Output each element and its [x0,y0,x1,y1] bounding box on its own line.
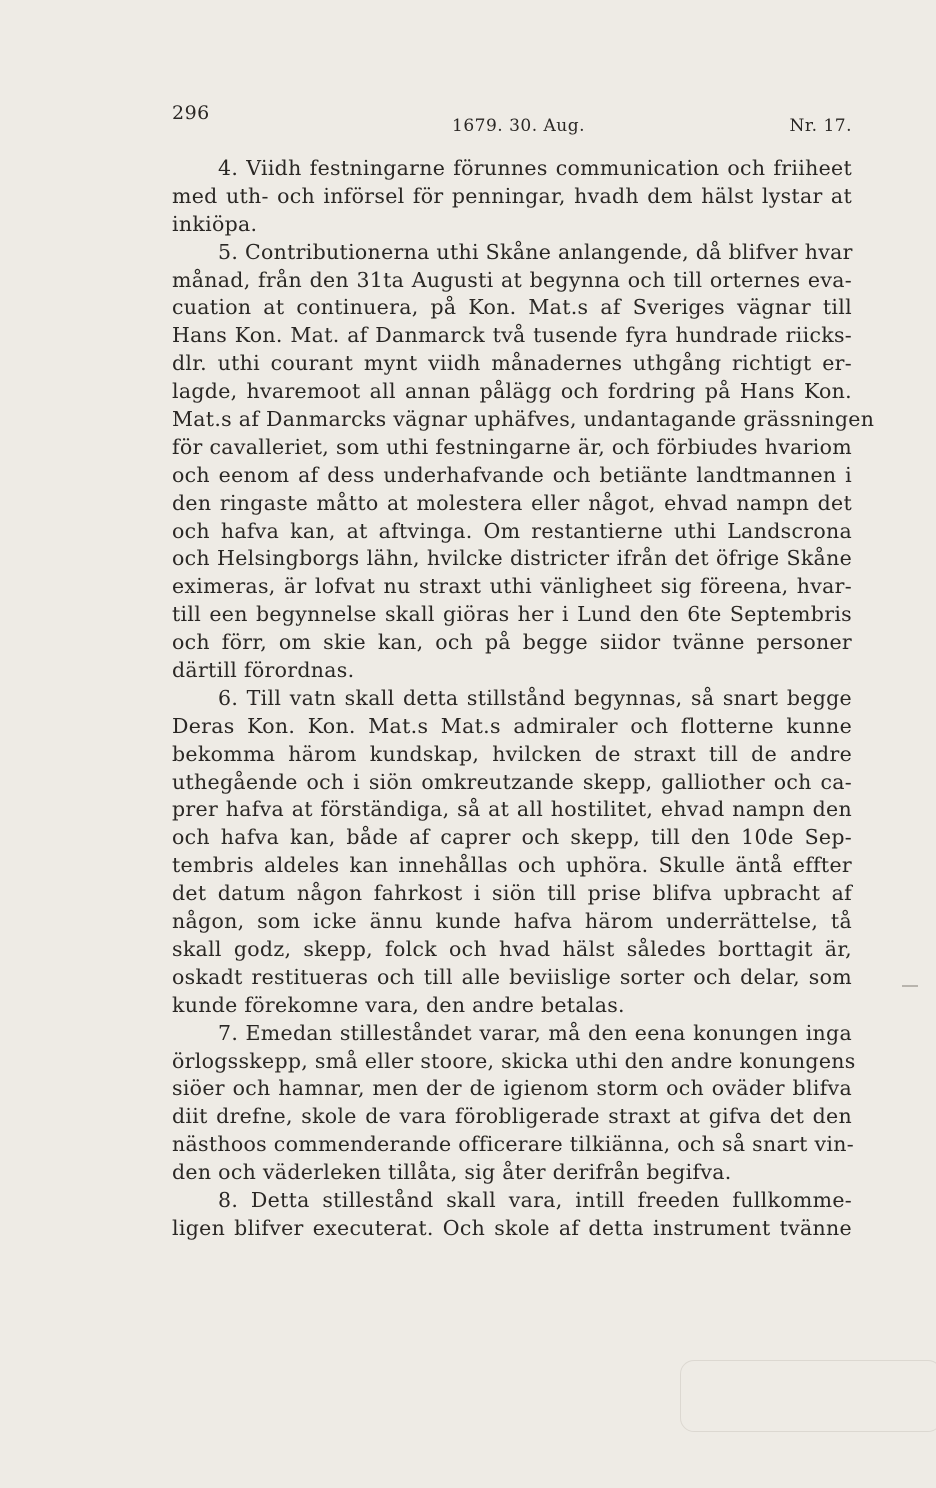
text-line: diit drefne, skole de vara förobligerade straxt at gifva det den [172,1104,852,1129]
text-line: dlr. uthi courant mynt viidh månadernes uthgång richtigt er- [172,351,852,376]
text-line: uthegående och i siön omkreutzande skepp, galliother och ca- [172,769,852,794]
paper-edge-mark [680,1360,936,1432]
text-line: skall godz, skepp, folck och hvad hälst således borttagit är, [172,936,852,961]
text-line: siöer och hamnar, men der de igienom storm och oväder blifva [172,1076,852,1101]
page-number: 296 [172,102,210,124]
document-number: Nr. 17. [789,116,852,136]
text-line: och Helsingborgs lähn, hvilcke districter ifrån det öfrige Skåne [172,546,852,571]
body-text [172,155,875,1243]
text-line: den och väderleken tillåta, sig åter derifrån begifva. [172,1160,732,1185]
margin-mark [902,985,918,987]
text-line: prer hafva at förständiga, så at all hostilitet, ehvad nampn den [172,797,852,822]
text-line: inkiöpa. [172,211,258,236]
page-header [172,102,852,136]
text-line: med uth- och införsel för penningar, hvadh dem hälst lystar at [172,183,852,208]
text-line: oskadt restitueras och till alle beviislige sorter och delar, som [172,964,852,989]
text-line: kunde förekomne vara, den andre betalas. [172,992,625,1017]
text-line: därtill förordnas. [172,658,355,683]
text-line: för cavalleriet, som uthi festningarne är, och förbiudes hvariom [172,434,852,459]
text-line: någon, som icke ännu kunde hafva härom underrättelse, tå [172,909,852,934]
text-line: till een begynnelse skall giöras her i Lund den 6te Septembris [172,602,852,627]
text-line: lagde, hvaremoot all annan pålägg och fordring på Hans Kon. [172,379,852,404]
text-line: bekomma härom kundskap, hvilcken de straxt till de andre [172,741,852,766]
text-line: eximeras, är lofvat nu straxt uthi vänligheet sig föreena, hvar- [172,574,852,599]
text-line: Mat.s af Danmarcks vägnar uphäfves, undantagande grässningen [172,407,875,432]
text-line: 8. Detta stillestånd skall vara, intill freeden fullkomme- [218,1187,852,1212]
header-date: 1679. 30. Aug. [452,116,586,136]
text-line: 4. Viidh festningarne förunnes communication och friiheet [218,156,852,180]
text-line: tembris aldeles kan innehållas och uphöra. Skulle äntå effter [172,853,852,878]
text-line: den ringaste måtto at molestera eller något, ehvad nampn det [172,490,852,515]
text-line: cuation at continuera, på Kon. Mat.s af Sveriges vägnar till [172,295,852,320]
text-line: 5. Contributionerna uthi Skåne anlangende, då blifver hvar [218,239,853,264]
text-line: och eenom af dess underhafvande och betiänte landtmannen i [172,462,852,487]
text-line: 7. Emedan stilleståndet varar, må den eena konungen inga [218,1020,852,1045]
text-line: nästhoos commenderande officerare tilkiänna, och så snart vin- [172,1132,854,1157]
text-line: och förr, om skie kan, och på begge siidor tvänne personer [172,630,852,655]
text-line: örlogsskepp, små eller stoore, skicka uthi den andre konungens [172,1048,856,1073]
text-line: 6. Till vatn skall detta stillstånd begynnas, så snart begge [218,685,852,710]
text-line: Deras Kon. Kon. Mat.s Mat.s admiraler och flotterne kunne [172,713,852,738]
text-line: det datum någon fahrkost i siön till prise blifva upbracht af [172,881,852,906]
text-line: månad, från den 31ta Augusti at begynna och till orternes eva- [172,267,852,292]
text-line: Hans Kon. Mat. af Danmarck två tusende fyra hundrade riicks- [172,323,852,348]
text-line: och hafva kan, både af caprer och skepp, till den 10de Sep- [172,825,852,850]
text-line: ligen blifver executerat. Och skole af detta instrument tvänne [172,1215,852,1240]
text-line: och hafva kan, at aftvinga. Om restantierne uthi Landscrona [172,518,852,543]
